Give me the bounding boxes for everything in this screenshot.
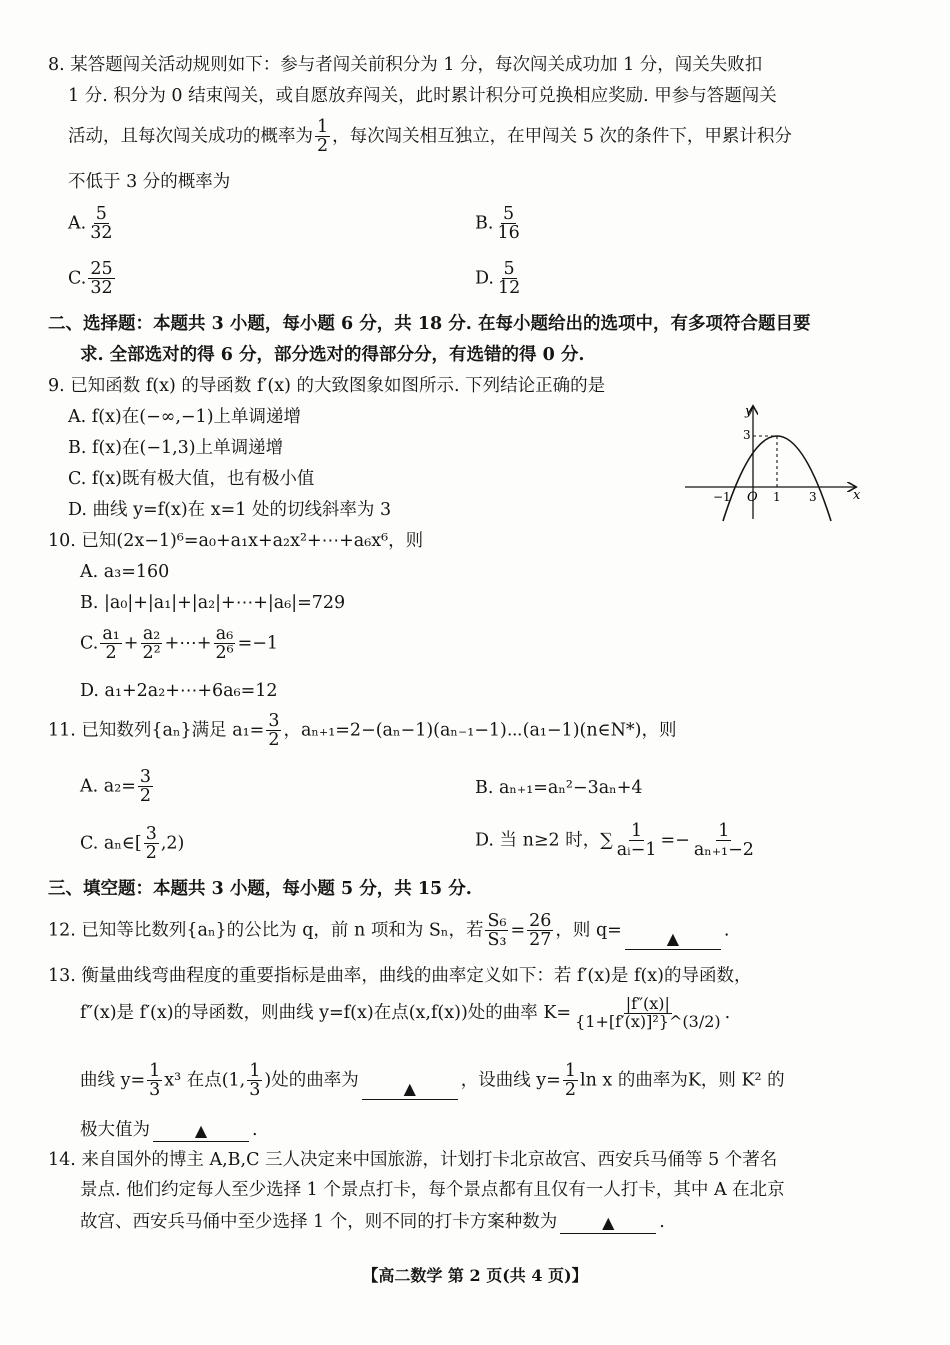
q11-option-a: A. a₂= $\frac{3}{2}$: [80, 767, 152, 807]
q8-line3-a: 活动，且每次闯关成功的概率为: [68, 126, 313, 147]
q13-line3: 曲线 y= $\frac{1}{3}$ x³ 在点(1, $\frac{1}{3}$ )处的曲率为 ▲ ，设曲线 y= $\frac{1}{2}$ ln x 的曲率为K，则 K² 的: [80, 1061, 785, 1101]
tick-minus1: −1: [713, 490, 731, 504]
derivative-graph: [683, 403, 863, 523]
q8-option-b: B. $\frac{5}{16}$: [475, 204, 520, 244]
tick-3: 3: [809, 490, 817, 504]
q13-line1: 13. 衡量曲线弯曲程度的重要指标是曲率，曲线的曲率定义如下：若 f′(x)是 f(x)的导函数，: [48, 966, 752, 986]
q12-line: 12. 已知等比数列{aₙ}的公比为 q，前 n 项和为 Sₙ，若 $\frac{\text{S₆}}{\text{S₃}}$ = $\frac{26}{27}$ ，则 q= ▲ .: [48, 911, 730, 951]
q9-option-a: A. f(x)在(−∞,−1)上单调递增: [68, 407, 302, 427]
q14-line1: 14. 来自国外的博主 A,B,C 三人决定来中国旅游，计划打卡北京故宫、西安兵马俑等 5 个著名: [48, 1150, 778, 1170]
q9-option-b: B. f(x)在(−1,3)上单调递增: [68, 438, 284, 458]
q8-option-d: D. $\frac{5}{12}$: [475, 259, 521, 299]
x-axis-label: x: [853, 488, 861, 503]
q14-line3: 故宫、西安兵马俑中至少选择 1 个，则不同的打卡方案种数为 ▲ .: [80, 1212, 665, 1232]
q10-option-c: C. $\frac{\text{a₁}}{2}$ + $\frac{\text{a₂}}{\text{2²}}$ +⋯+ $\frac{\text{a₆}}{\text{2⁶}}$ =−1: [80, 624, 279, 664]
tick-y3: 3: [743, 428, 751, 442]
q10-option-a: A. a₃=160: [80, 562, 170, 582]
q9-option-c: C. f(x)既有极大值，也有极小值: [68, 469, 315, 489]
q10-stem: 10. 已知(2x−1)⁶=a₀+a₁x+a₂x²+⋯+a₆x⁶，则: [48, 531, 424, 551]
section2-line2: 求. 全部选对的得 6 分，部分选对的得部分分，有选错的得 0 分.: [80, 345, 585, 365]
q8-line1: 8. 某答题闯关活动规则如下：参与者闯关前积分为 1 分，每次闯关成功加 1 分，闯关失败扣: [48, 55, 763, 75]
q13-answer-blank-2: ▲: [153, 1119, 249, 1142]
q8-fraction: $\frac{1}{2}$: [317, 117, 329, 157]
q8-option-c: C. $\frac{25}{32}$: [68, 259, 113, 299]
q11-option-c: C. aₙ∈[ $\frac{3}{2}$ ,2): [80, 824, 185, 864]
q8-line2: 1 分. 积分为 0 结束闯关，或自愿放弃闯关，此时累计积分可兑换相应奖励. 甲参与答题闯关: [68, 86, 777, 106]
section2-line1: 二、选择题：本题共 3 小题，每小题 6 分，共 18 分. 在每小题给出的选项中，有多项符合题目要: [48, 314, 811, 334]
y-axis-label: y: [745, 404, 753, 419]
q14-answer-blank: ▲: [560, 1211, 656, 1234]
q10-option-b: B. |a₀|+|a₁|+|a₂|+⋯+|a₆|=729: [80, 593, 346, 613]
q11-option-d: D. 当 n≥2 时，∑ $\frac{1}{\text{aᵢ−1}}$ =− $\frac{1}{\text{aₙ₊₁−2}}$: [475, 821, 754, 861]
q11-stem: 11. 已知数列{aₙ}满足 a₁= $\frac{3}{2}$ ，aₙ₊₁=2−(aₙ−1)(aₙ₋₁−1)⋯(a₁−1)(n∈N*)，则: [48, 711, 677, 751]
q13-line4: 极大值为 ▲ .: [80, 1120, 258, 1140]
q11-option-b: B. aₙ₊₁=aₙ²−3aₙ+4: [475, 778, 643, 798]
q8-option-a: A. $\frac{5}{32}$: [68, 204, 113, 244]
q8-line3-b: ，每次闯关相互独立，在甲闯关 5 次的条件下，甲累计积分: [332, 126, 792, 147]
q9-stem: 9. 已知函数 f(x) 的导函数 f′(x) 的大致图象如图所示. 下列结论正确的是: [48, 376, 606, 396]
page-footer: 【高二数学 第 2 页(共 4 页)】: [362, 1266, 588, 1285]
q14-line2: 景点. 他们约定每人至少选择 1 个景点打卡，每个景点都有且仅有一人打卡，其中 A 在北京: [80, 1180, 785, 1200]
q13-line2: f″(x)是 f′(x)的导函数，则曲线 y=f(x)在点(x,f(x))处的曲率 K= $\frac{|f''(x)|}{\text{\{1+[f′(x)]²\}\textasciicircum{}(3/2)}}$ .: [80, 994, 731, 1031]
q8-line3: [68, 118, 792, 156]
tick-1: 1: [773, 490, 781, 504]
section3-heading: 三、填空题：本题共 3 小题，每小题 5 分，共 15 分.: [48, 879, 472, 899]
q9-option-d: D. 曲线 y=f(x)在 x=1 处的切线斜率为 3: [68, 500, 392, 520]
q10-option-d: D. a₁+2a₂+⋯+6a₆=12: [80, 681, 278, 701]
q13-answer-blank-1: ▲: [362, 1077, 458, 1100]
origin-label: O: [747, 490, 758, 505]
q12-answer-blank: ▲: [625, 927, 721, 950]
q8-line4: 不低于 3 分的概率为: [68, 172, 231, 192]
